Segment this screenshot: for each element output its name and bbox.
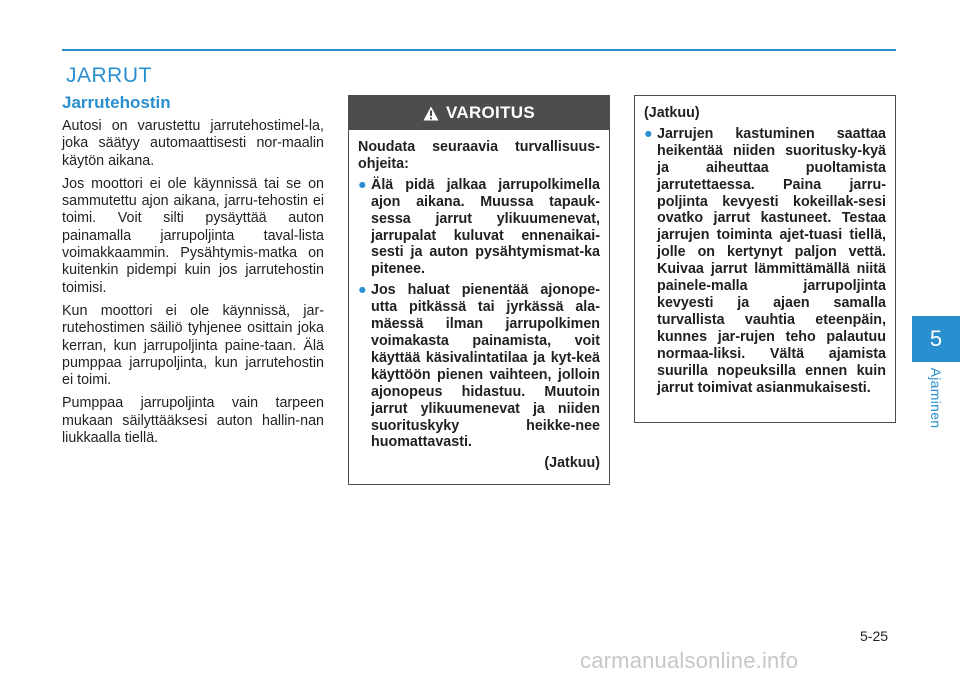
section-title: JARRUT	[66, 64, 152, 87]
warning-header-label: VAROITUS	[446, 103, 535, 122]
body-paragraph: Autosi on varustettu jarrutehostimel-la, joka säätyy automaattisesti nor-maalin käytön aikana.	[62, 118, 324, 169]
page-number: 5-25	[860, 628, 889, 644]
warning-bullet	[358, 282, 600, 451]
watermark: carmanualsonline.info	[580, 648, 799, 673]
warning-box	[348, 95, 610, 485]
chapter-name: Ajaminen	[928, 367, 944, 429]
continuation-box	[634, 95, 896, 423]
continuation-label: (Jatkuu)	[644, 105, 700, 121]
warning-bullet	[358, 177, 600, 278]
body-paragraph: Kun moottori ei ole käynnissä, jar-rutehostimen säiliö tyhjenee osittain joka kerran, kun jarrupoljinta paine-taan. Älä pumppaa jarrupoljinta, kun jarrutehostin ei toimi.	[62, 302, 324, 389]
warning-bullet-text: Älä pidä jalkaa jarrupolkimella ajon aikana. Muussa tapauk-sessa jarrut ylikuumenevat, jarrupalat kuluvat ennenaikai-sesti ja auton pysähtymismat-ka pitenee.	[371, 176, 600, 278]
warning-triangle-icon	[423, 106, 439, 121]
warning-header	[349, 96, 609, 130]
warning-intro: Noudata seuraavia turvallisuus-ohjeita:	[358, 139, 600, 172]
body-text-column	[62, 118, 324, 453]
bullet-dot-icon: ●	[358, 176, 367, 193]
continued-label: (Jatkuu)	[544, 455, 600, 472]
bullet-dot-icon: ●	[358, 282, 367, 299]
bullet-dot-icon: ●	[644, 125, 653, 142]
top-divider	[62, 49, 896, 51]
warning-bullet-text: Jos haluat pienentää ajonope-utta pitkässä tai jyrkässä ala-mäessä ilman jarrupolkimen voimakasta painamista, voit käyttää käsivalintatilaa ja kyt-keä käyttöön pienen vaihteen, jolloin ajonopeus hidastuu. Muutoin jarrut ylikuumenevat ja niiden suorituskyky heikke-nee huomattavasti.	[371, 282, 600, 451]
warning-body	[349, 130, 609, 472]
body-paragraph: Pumppaa jarrupoljinta vain tarpeen mukaan säilyttääksesi auton hallin-nan liukkaalla tiellä.	[62, 395, 324, 447]
continuation-bullet	[644, 126, 886, 397]
subsection-title: Jarrutehostin	[62, 93, 171, 112]
continuation-bullet-text: Jarrujen kastuminen saattaa heikentää niiden suoritusky-kyä ja aiheuttaa puoltamista jarrutettaessa. Paina jarru-poljinta kevyesti kokeillak-sesi ovatko jarrut kastuneet. Testaa jarrujen toiminta ajet-tuasi tiellä, jolle on kertynyt paljon vettä. Kuivaa jarrut lämmittämällä niitä painele-malla jarrupoljinta kevyesti ja ajaen samalla turvallista vauhtia eteenpäin, kunnes jar-rujen teho palautuu normaa-liksi. Vältä ajamista suurilla nopeuksilla ennen kuin jarrut toimivat asianmukaisesti.	[657, 125, 886, 396]
chapter-number-tab: 5	[912, 316, 960, 362]
body-paragraph: Jos moottori ei ole käynnissä tai se on sammutettu ajon aikana, jarru-tehostin ei toimi. Voit silti pysäyttää auton painamalla jarrupoljinta taval-lista voimakkaammin. Pysähtymis-matka on kuitenkin pidempi kuin jos jarrutehostin toimisi.	[62, 175, 324, 296]
